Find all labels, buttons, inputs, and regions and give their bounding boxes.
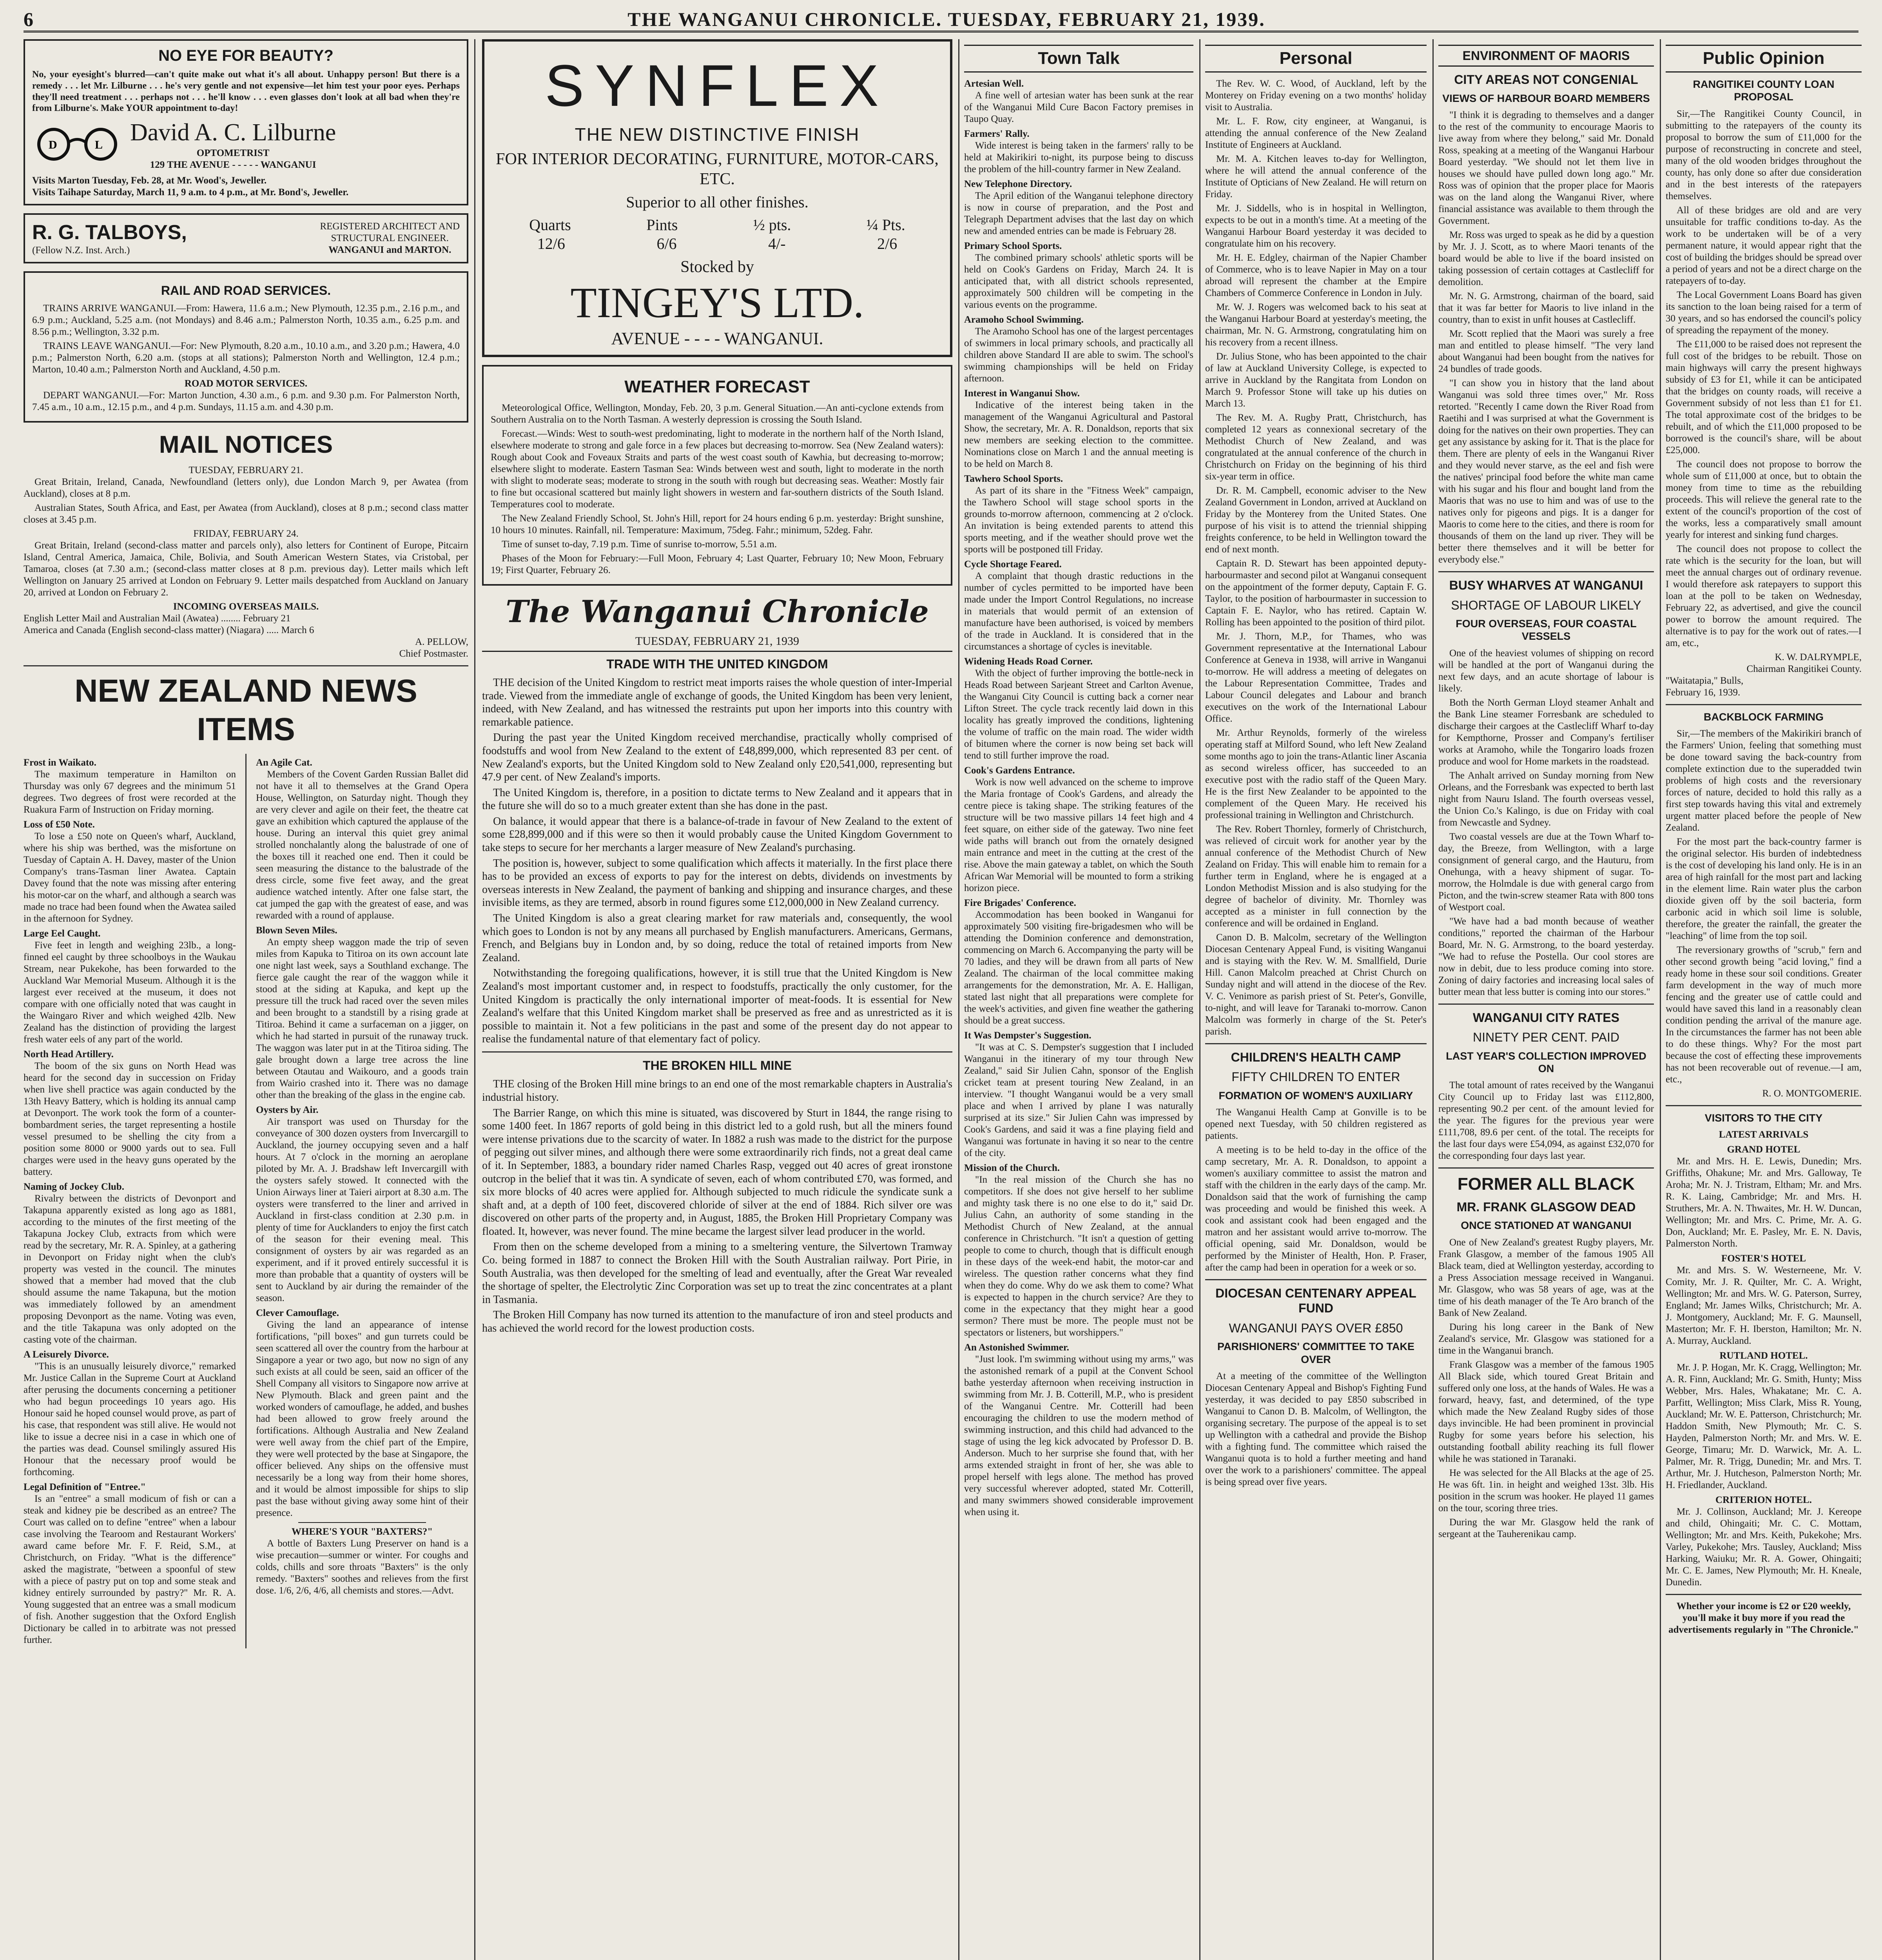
incoming-mail-line: English Letter Mail and Australian Mail (Awatea) ........ February 21 xyxy=(24,613,291,624)
visit-taihape: Visits Taihape Saturday, March 11, 9 a.m. to 4 p.m., at Mr. Bond's, Jeweller. xyxy=(32,187,349,198)
town-talk-item: Cycle Shortage Feared. A complaint that though drastic reductions in the number of cycles permitted to be imported have been made under the Import Control Regulations, no increase in materials that would permit of an extension of manufacture have been authorised, is voiced by members of the trade in Auckland. It is considered that in the circumstances a shortage of cycles is inevitable. xyxy=(964,559,1193,652)
loan-heading: RANGITIKEI COUNTY LOAN PROPOSAL xyxy=(1693,78,1835,103)
personal-item: Dr. R. M. Campbell, economic adviser to the New Zealand Government in London, arrived at Auckland on Friday by the Monterey from the United States. One purpose of his visit is to attend the triennial shipping freights conference, to be held in Wellington toward the end of next month. xyxy=(1205,485,1427,555)
incoming-mail-line: America and Canada (English second-class matter) (Niagara) ..... March 6 xyxy=(24,624,314,635)
town-talk-heading: Town Talk xyxy=(964,45,1193,73)
rail-heading: RAIL AND ROAD SERVICES. xyxy=(161,283,331,298)
farming-signer: R. O. MONTGOMERIE. xyxy=(1762,1088,1862,1099)
news-item: Legal Definition of "Entree." Is an "entree" a small modicum of fish or can a steak and kidney pie be described as an entree? The Court was called on to define "entree" when a labour case involving the Tearoom and Restaurant Workers' award came before Mr. F. F. Reid, S.M., at Christchurch, on Friday. "What is the difference" asked the magistrate, "between a spoonful of stew with a piece of pastry put on top and some steak and kidney entirely surrounded by pastry?" Mr. R. A. Young suggested that an entree was a small modicum of fish. Another suggestion that the Oxford English Dictionary be called in to arbitrate was not pressed further. xyxy=(24,1481,236,1645)
news-item: Clever Camouflage. Giving the land an appearance of intense fortifications, "pill boxes" and gun turrets could be seen scattered all over the country from the harbour at Singapore a year or two ago, but now no sign of any such exists at all could be seen, said an officer of the Shell Company all visitors to Singapore now arrive at New Plymouth. Black and green paint and the worked wonders of camouflage, he added, and bushes had been allowed to grow freely around the fortifications. Although Australia and New Zealand were well away from the chief part of the Empire, they were well protected by the base at Singapore, the officer believed. Any ships on the offensive must necessarily be a long way from their home shores, and it would be almost impossible for ships to slip past the base without giving away some hint of their presence. xyxy=(256,1307,468,1518)
maoris-subheading: CITY AREAS NOT CONGENIAL xyxy=(1454,73,1638,87)
personal-item: Mr. H. E. Edgley, chairman of the Napier Chamber of Commerce, who is to leave Napier in May on a tour abroad will represent the chamber at the Empire Chambers of Commerce Conference in London in July. xyxy=(1205,252,1427,298)
news-item: Blown Seven Miles. An empty sheep waggon made the trip of seven miles from Kapuka to Titiroa on its own account late one night last week, says a Southland exchange. The fierce gale caught the rear of the waggon while it stood at the siding at Kapuka, and kept up the pressure till the truck had raced over the seven miles and been brought to a standstill by a rising grade at Titiroa. Behind it came a surfaceman on a jigger, on which he had started in pursuit of the runaway truck. The waggon was later put in at the Titiroa siding. The gale brought down a large tree across the line between Otautau and Waikouro, and a goods train from Wairio crashed into it. There was no damage other than the breaking of the glass in the engine cab. xyxy=(256,925,468,1100)
town-talk-item: Primary School Sports. The combined primary schools' athletic sports will be held on Cook's Gardens on Friday, March 24. It is anticipated that, with all district schools represented, approximately 500 children will be competing in the various events on the programme. xyxy=(964,240,1193,310)
incoming-heading: INCOMING OVERSEAS MAILS. xyxy=(173,601,319,612)
synflex-superior: Superior to all other finishes. xyxy=(626,193,809,211)
column-4 xyxy=(1205,39,1427,1960)
spectacles-icon xyxy=(32,127,122,162)
diocesan-deck: PARISHIONERS' COMMITTEE TO TAKE OVER xyxy=(1217,1341,1414,1365)
trade-editorial: THE decision of the United Kingdom to restrict meat imports raises the whole question of inter-Imperial trade. Viewed from the immediate angle of exchange of goods, the United Kingdom has been very lenient, indeed, with New Zealand, and has witnessed the restraints put upon her imports into this country with remarkable patience. During the past year the United Kingdom received merchandise, practically wholly comprised of foodstuffs and wool from New Zealand to the extent of £48,899,000, which represented 83 per cent. of New Zealand's exports, but the United Kingdom sold to New Zealand only £20,541,000, representing but 47.9 per cent. of New Zealand's imports. The United Kingdom is, therefore, in a position to dictate terms to New Zealand and it appears that in the future she will do so to a much greater extent than she has done in the past. On balance, it would appear that there is a balance-of-trade in favour of New Zealand to the extent of some £28,899,000 and if this were so then it would probably cause the United Kingdom Government to take steps to secure for her merchants a larger measure of New Zealand's purchasing. The position is, however, subject to some qualification which affects it materially. In the first place there has to be provided an excess of exports to pay for the interest on debts, dividends on investments by overseas interests in New Zealand, the payment of banking and shipping and insurance charges, and these invisible items, as they are termed, absorb in round figures some £12,000,000 in New Zealand currency. The United Kingdom is also a great clearing market for raw materials and, consequently, the wool which goes to London is not by any means all purchased by English manufacturers. Americans, Germans, French, and Belgians buy in London and, by so doing, reduce the total of retained imports from New Zealand. Notwithstanding the foregoing qualifications, however, it is still true that the United Kingdom is New Zealand's most important customer and, in respect to foodstuffs, practically the only customer, for the United Kingdom is practically the only international importer of meat-foods. It is essential for New Zealand's welfare that this United Kingdom market shall be preserved as free and as unrestricted as it is possible to maintain it. Not a few politicians in the past and some of the present day do not appear to realise the fundamental nature of that elementary fact of policy. xyxy=(482,676,952,1045)
diocesan-paragraph: At a meeting of the committee of the Wellington Diocesan Centenary Appeal and Bishop's Fighting Fund yesterday, it was decided to pay £850 subscribed in Wanganui to Canon D. B. Malcolm, of Wellington, the organising secretary. The purpose of the appeal is to set up Wellington with a cathedral and provide the Bishop with a fighting fund. The committee which raised the Wanganui quota is to hold a further meeting and hand over the work to a parishioners' committee. The appeal is being spread over five years. xyxy=(1205,1370,1427,1487)
diocesan-heading: DIOCESAN CENTENARY APPEAL FUND xyxy=(1215,1286,1416,1316)
rail-services-box xyxy=(24,271,468,423)
size-row: Quarts Pints ½ pts. ¼ Pts. xyxy=(529,216,905,234)
nz-news-left xyxy=(24,754,236,1648)
loan-signer-place: "Waitatapia," Bulls, xyxy=(1666,675,1744,686)
mail-heading: MAIL NOTICES xyxy=(159,431,333,459)
road-heading: ROAD MOTOR SERVICES. xyxy=(184,378,308,389)
broken-hill-heading: THE BROKEN HILL MINE xyxy=(643,1058,792,1073)
news-item: North Head Artillery. The boom of the six guns on North Head was heard for the second day in succession on Friday when live shell practice was again conducted by the 13th Heavy Battery, which is holding its annual camp at Devonport. The work took the form of a counter-bombardment series, the target representing a hostile vessel presumed to be shelling the city from a position some 8000 or 9000 yards out to sea. Full charges were used in the heavy guns operated by the battery. xyxy=(24,1049,236,1177)
trains-arrive: TRAINS ARRIVE WANGANUI.—From: Hawera, 11.6 a.m.; New Plymouth, 12.35 p.m., 2.16 p.m., and 6.9 p.m.; Auckland, 5.25 a.m. (not Mondays) and 8.46 a.m.; Palmerston North, 10.35 a.m., 6.25 p.m. and 8.56 p.m.; Wellington, 3.32 p.m. xyxy=(32,303,460,338)
town-talk-item: Aramoho School Swimming. The Aramoho School has one of the largest percentages of swimmers in local primary schools, and practically all children above Standard II are able to swim. The school's swimming championships will be held on Friday afternoon. xyxy=(964,314,1193,384)
news-item: Naming of Jockey Club. Rivalry between the districts of Devonport and Takapuna apparently existed as long ago as 1881, according to the minutes of the first meeting of the Takapuna Jockey Club, extracts from which were read by the secretary, Mr. R. A. Spinley, at a gathering in Devonport on Friday night when the club's property was vested in the council. The minutes showed that a member had moved that the club should assume the name Takapuna, but the motion was immediately followed by an amendment proposing Devonport as the name. Voting was even, and the title Takapuna was only adopted on the casting vote of the chairman. xyxy=(24,1181,236,1345)
lilburne-advert xyxy=(24,39,468,205)
town-talk-item: New Telephone Directory. The April edition of the Wanganui telephone directory is now in course of preparation, and the Post and Telegraph Department advises that the last day on which new and amended entries can be made is February 28. xyxy=(964,178,1193,236)
town-talk-item: An Astonished Swimmer. "Just look. I'm swimming without using my arms," was the astonished remark of a pupil at the Convent School bathe yesterday afternoon when receiving instruction in swimming from Mr. J. B. Cotterill, M.P., who is president of the Wanganui Centre. Mr. Cotterill had been encouraging the children to use the modern method of swimming instruction, and this child had advanced to the stage of using the leg kick advocated by Professor D. B. Anderson. Much to her surprise she found that, with her arms extended straight in front of her, she was able to propel herself with legs alone. The method has proved very successful wherever adopted, stated Mr. Cotterill, and many swimmers showed considerable improvement when using it. xyxy=(964,1342,1193,1517)
nz-news-heading: NEW ZEALAND NEWS ITEMS xyxy=(74,673,417,748)
column-rule xyxy=(1432,39,1434,1960)
store-address: AVENUE - - - - WANGANUI. xyxy=(611,329,823,348)
hotel-section: RUTLAND HOTEL. Mr. J. P. Hogan, Mr. K. Cragg, Wellington; Mr. A. R. Finn, Auckland; Mr. G. Smith, Hunty; Miss Webber, Mrs. Hales, Whakatane; Mr. C. A. Parfitt, Wellington; Miss Clark, Miss R. Young, Auckland; Mr. W. E. Patterson, Christchurch; Mr. Haddon Smith, New Plymouth; Mr. C. S. Hayden, Palmerston North; Mr. and Mrs. W. E. George, Timaru; Mr. D. Warwick, Mr. A. L. Palmer, Mr. R. Trigg, Dunedin; Mr. and Mrs. T. Arthur, Mr. J. Hutcheson, Palmerston North; Mr. H. Friedlander, Auckland. xyxy=(1666,1350,1862,1491)
column-3 xyxy=(964,39,1193,1960)
weather-paragraph: Time of sunset to-day, 7.19 p.m. Time of sunrise to-morrow, 5.51 a.m. xyxy=(502,539,777,550)
chronicle-footer-note: Whether your income is £2 or £20 weekly, you'll make it buy more if you read the advertisements regularly in "The Chronicle." xyxy=(1668,1601,1859,1635)
diocesan-subheading: WANGANUI PAYS OVER £850 xyxy=(1229,1321,1403,1335)
visitors-heading: VISITORS TO THE CITY xyxy=(1704,1112,1823,1124)
personal-item: Canon D. B. Malcolm, secretary of the Wellington Diocesan Centenary Appeal Fund, is visiting Wanganui and is staying with the Rev. W. M. Smallfield, Durie Hill. Canon Malcolm preached at Christ Church on Sunday night and will attend in the diocese of the Rev. V. C. Venimore as parish priest of St. Peter's, Gonville, to-night, and will leave for Taranaki to-morrow. Canon Malcolm was formerly in charge of the St. Peter's parish. xyxy=(1205,932,1427,1037)
maoris-deck: VIEWS OF HARBOUR BOARD MEMBERS xyxy=(1442,92,1650,104)
town-talk-item: Tawhero School Sports. As part of its share in the "Fitness Week" campaign, the Tawhero School will stage school sports in the grounds to-morrow afternoon, commencing at 2 o'clock. An invitation is being extended parents to attend this sports meeting, and if the weather should prove wet the sports will be postponed till Friday. xyxy=(964,473,1193,555)
postmaster-title: Chief Postmaster. xyxy=(399,648,468,659)
town-talk-item: Farmers' Rally. Wide interest is being taken in the farmers' rally to be held at Makirikiri to-night, its purpose being to discuss the problem of the hill-country farmer in New Zealand. xyxy=(964,128,1193,174)
news-item: Frost in Waikato. The maximum temperature in Hamilton on Thursday was only 67 degrees and the minimum 51 degrees. Two degrees of frost were recorded at the Ruakura Farm of Instruction on Friday morning. xyxy=(24,757,236,815)
trains-leave: TRAINS LEAVE WANGANUI.—For: New Plymouth, 8.20 a.m., 10.10 a.m., and 3.20 p.m.; Hawera, 4.0 p.m.; Palmerston North, 6.20 a.m. (stops at all stations); Palmerston North and Wellington, 12.4 p.m.; Marton, 10.40 a.m.; Palmerston North and Auckland, 4.50 p.m. xyxy=(32,341,460,375)
personal-item: Dr. Julius Stone, who has been appointed to the chair of law at Auckland University College, is expected to arrive in Auckland by the Rangitata from London on March 9. Professor Stone will take up his duties on March 13. xyxy=(1205,351,1427,409)
personal-item: The Rev. Robert Thornley, formerly of Christchurch, was relieved of circuit work for another year by the annual conference of the Methodist Church of New Zealand on Friday. This will enable him to remain for a further term in England, where he is engaged at a London Methodist Mission and is also studying for the degree of bachelor of divinity. Mr. Thornley was accepted as a minister in full connection by the conference and will be ordained in England. xyxy=(1205,824,1427,929)
nz-news-right xyxy=(256,754,468,1648)
rates-subheading: NINETY PER CENT. PAID xyxy=(1473,1030,1619,1045)
mail-paragraph: Great Britain, Ireland, Canada, Newfoundland (letters only), due London March 9, per Awatea (from Auckland), closes at 8 p.m. xyxy=(24,476,468,499)
town-talk-item: Fire Brigades' Conference. Accommodation has been booked in Wanganui for approximately 500 visiting fire-brigadesmen who will be attending the Dominion conference and demonstration, commencing on March 6. Accompanying the party will be 70 ladies, and they will be drawn from all parts of New Zealand. The chairman of the local committee making arrangements for the demonstration, Mr. A. E. Halligan, stated last night that all preparations were complete for the week's activities, and given fine weather the gathering should be a great success. xyxy=(964,897,1193,1026)
column-6: Public Opinion RANGITIKEI COUNTY LOAN PROPOSAL Sir,—The Rangitikei County Council, in submitting to the ratepayers of the county its proposal to borrow the sum of £11,000 for the purpose of reconstructing in concrete and steel, many of the old wooden bridges throughout the county, has only done so after due consideration and in the best interests of the ratepayers themselves. All of these bridges are old and are very unsuitable for traffic conditions to-day. As the work to be undertaken will be of a very permanent nature, it would appear right that the cost of building the bridges should be spread over a period of years and not be a direct charge on the ratepayers of to-day. The Local Government Loans Board has given its sanction to the loan being raised for a term of 30 years, and so has endorsed the council's policy of spreading the repayment of the money. The £11,000 to be raised does not represent the full cost of the bridges to be rebuilt. Those on main highways will carry the present highways subsidy of £3 for £1, while it can be anticipated that the bridges on county roads, will receive a Government subsidy of not less than £1 for £1. The total approximate cost of the bridges to be rebuilt, and of which the £11,000 proposed to be borrowed is the council's share, will be about £25,000. The council does not propose to borrow the whole sum of £11,000 at once, but to obtain the money from time to time as the rebuilding proceeds. This will relieve the general rate to the extent of the council's proportion of the cost of the works, less a comparatively small amount yearly for interest and sinking fund charges. The council does not propose to collect the rate which is the security for the loan, but will meet the annual charges out of ordinary revenue. I would therefore ask ratepayers to support this loan at the poll to be taken on Wednesday, February 22, as advertised, and give the council power to borrow the amount required. The alternative is to pay for the work out of rates.—I am, etc., K. W. DALRYMPLE, Chairman Rangitikei County. "Waitatapia," Bulls, February 16, 1939. BACKBLOCK FARMING Sir,—The members of the Makirikiri branch of the Farmers' Union, feeling that something must be done toward saving the back-country from complete extinction due to the superadded twin problems of high costs and the reversionary forces of nature, decided to hold this rally as a first step towards having this vital and extremely urgent matter placed before the people of New Zealand. For the most part the back-country farmer is the original selector. His burden of indebtedness is the cost of developing his land only. He is in an area of high rainfall for the most part and lacking in the element lime. Rain water plus the carbon dioxide given off by the soil bacteria, form carbonic acid in which soil lime is soluble, therefore, the greater the rainfall, the greater the "leaching" of lime from the top soil. The reversionary growths of "scrub," fern and other second growth being "acid loving," find a ready home in these sour soil conditions. Greater farm development in the way of much more fencing and the greater use of cattle could and would have saved this land in a reasonably clean condition pending the arrival of the manure age. In the circumstances the farmer has not been able to do these things. Why? For the most part because the cost of effecting these improvements has not been recoverable out of revenue.—I am, etc., R. O. MONTGOMERIE. VISITORS TO THE CITY LATEST ARRIVALS GRAND HOTEL Mr. and Mrs. H. E. Lewis, Dunedin; Mrs. Griffiths, Ohakune; Mr. and Mrs. Galloway, Te Aroha; Mr. N. J. Tristram, Eltham; Mr. and Mrs. R. K. Laing, Cambridge; Mr. and Mrs. H. Struthers, Mr. A. N. Thwaites, Mr. H. W. Duncan, Wellington; Mr. and Mrs. C. Prime, Mr. A. G. Don, Auckland; Mr. E. Pasley, Mr. E. N. Davis, Palmerston North. FOSTER'S HOTEL Mr. and Mrs. S. W. Westerneene, Mr. V. Comity, Mr. J. R. Quilter, Mr. C. A. Wright, Wellington; Mr. and Mrs. W. G. Paterson, Surrey, England; Mr. James Wilks, Christchurch; Mr. A. J. Montgomery, Auckland; Mr. F. G. Maunsell, Masterton; Mr. F. H. Iberston, Hamilton; Mr. N. A. Murray, Auckland. RUTLAND HOTEL. Mr. J. P. Hogan, Mr. K. Cragg, Wellington; Mr. A. R. Finn, Auckland; Mr. G. Smith, Hunty; Miss Webber, Mrs. Hales, Whakatane; Mr. C. A. Parfitt, Wellington; Miss Clark, Miss R. Young, Auckland; Mr. W. E. Patterson, Christchurch; Mr. Haddon Smith, New Plymouth; Mr. C. S. Hayden, Palmerston North; Mr. and Mrs. W. E. George, Timaru; Mr. D. Warwick, Mr. A. L. Palmer, Mr. R. Trigg, Dunedin; Mr. and Mrs. T. Arthur, Mr. J. Hutcheson, Palmerston North; Mr. H. Friedlander, Auckland. CRITERION HOTEL. Mr. J. Collinson, Auckland; Mr. J. Kereope and child, Ohingaiti; Mr. C. C. Mottam, Wellington; Mr. and Mrs. Keith, Pukekohe; Mrs. Varley, Pukekohe; Mrs. Tausley, Auckland; Miss Harking, Waiuku; Mr. R. A. Gower, Ohingaiti; Mr. C. E. James, New Plymouth; Mr. H. Kneale, Dunedin. Whether your income is £2 or £20 weekly, you'll make it buy more if you read the advertisements regularly in "The Chronicle." xyxy=(1666,39,1862,1960)
architect-credentials: (Fellow N.Z. Inst. Arch.) xyxy=(32,245,130,256)
mail-paragraph: Great Britain, Ireland (second-class matter and parcels only), also letters for Continent of Europe, Pitcairn Island, Central America, Jamaica, Chile, Bolivia, and South American Western States, via Cristobal, per Tamaroa, closes (at 7.30 a.m.; (second-class matter closes at 8 p.m. previous day). Letter mails which left Wellington on January 25 arrived at London on February 9. Letter mails despatched from Auckland on January 20, arrived at London on February 2. xyxy=(24,540,468,598)
news-item: An Agile Cat. Members of the Covent Garden Russian Ballet did not have it all to themselves at the Grand Opera House, Wellington, on Saturday night. Though they are very clever and agile on their feet, the theatre cat gave an exhibition which captured the applause of the house. During an interval this quiet grey animal strolled nonchalantly along the balustrade of one of the boxes till it reached one end. Then it could be seen measuring the distance to the balustrade of the dress circle, some five feet away, and the great audience watched intently. After one false start, the cat jumped the gap with the greatest of ease, and was rewarded with a round of applause. xyxy=(256,757,468,921)
glasgow-deck: ONCE STATIONED AT WANGANUI xyxy=(1461,1220,1632,1232)
personal-heading: Personal xyxy=(1205,45,1427,73)
baxters-advert: WHERE'S YOUR "BAXTERS?" A bottle of Baxters Lung Preserver on hand is a wise precaution—summer or winter. For coughs and colds, chills and sore throats "Baxters" is the only remedy. "Baxters" soothes and relieves from the first dose. 1/6, 2/6, 4/6, all chemists and stores.—Advt. xyxy=(256,1526,468,1596)
mail-date-2: FRIDAY, FEBRUARY 24. xyxy=(193,528,299,539)
paper-title: THE WANGANUI CHRONICLE. TUESDAY, FEBRUARY 21, 1939. xyxy=(627,8,1266,30)
weather-heading: WEATHER FORECAST xyxy=(624,377,810,397)
svg-text:D: D xyxy=(49,138,57,152)
maoris-heading: ENVIRONMENT OF MAORIS xyxy=(1438,45,1654,67)
rates-heading: WANGANUI CITY RATES xyxy=(1473,1010,1619,1025)
loan-signer: K. W. DALRYMPLE, xyxy=(1775,652,1862,662)
news-item: Large Eel Caught. Five feet in length and weighing 23lb., a long-finned eel caught by three schoolboys in the Waukau Stream, near Pukekohe, has been forwarded to the Auckland War Memorial Museum. Although it is the largest ever received at the museum, it does not compare with one officially noted that was caught in the Waingaro River and which weighed 42lb. New Zealand has the distinction of providing the largest fresh water eels of any part of the world. xyxy=(24,928,236,1045)
page-number: 6 xyxy=(24,8,34,30)
personal-item: The Rev. W. C. Wood, of Auckland, left by the Monterey on Friday evening on a two months' holiday visit to Australia. xyxy=(1205,78,1427,113)
personal-item: Mr. J. Siddells, who is in hospital in Wellington, expects to be out in a month's time. At a meeting of the Wanganui Harbour Board yesterday it was decided to congratulate him on his recovery. xyxy=(1205,203,1427,249)
visitors-subheading: LATEST ARRIVALS xyxy=(1719,1129,1809,1140)
column-rule xyxy=(1660,39,1661,1960)
weather-paragraph: Meteorological Office, Wellington, Monday, Feb. 20, 3 p.m. General Situation.—An anti-cyclone extends from Southern Australia on to the North Tasman. A westerly depression is crossing the South Island. xyxy=(491,402,944,425)
personal-item: Mr. W. J. Rogers was welcomed back to his seat at the Wanganui Harbour Board at yesterday's meeting, the chairman, Mr. N. G. Armstrong, congratulating him on his recovery from a recent illness. xyxy=(1205,301,1427,348)
glasgow-subheading: MR. FRANK GLASGOW DEAD xyxy=(1456,1200,1636,1214)
advert-body: No, your eyesight's blurred—can't quite make out what it's all about. Unhappy person! But there is a remedy . . . let Mr. Lilburne . . . he's very gentle and not expensive—let him test your poor eyes. Perhaps they'll need treatment . . . perhaps not . . . he'll know . . . even glasses don't look at all bad when they're from Lilburne's. Make YOUR appointment to-day! xyxy=(32,69,460,114)
health-camp-deck: FORMATION OF WOMEN'S AUXILIARY xyxy=(1218,1089,1413,1102)
column-2 xyxy=(482,39,952,1960)
optometrist-title: OPTOMETRIST xyxy=(196,147,270,158)
personal-item: Mr. M. A. Kitchen leaves to-day for Wellington, where he will attend the annual conference of the Institute of Opticians of New Zealand. He will return on Friday. xyxy=(1205,153,1427,200)
public-opinion-heading: Public Opinion xyxy=(1666,45,1862,73)
editorial-date: TUESDAY, FEBRUARY 21, 1939 xyxy=(482,634,952,652)
health-camp-paragraph: A meeting is to be held to-day in the office of the camp secretary, Mr. A. R. Donaldson, to appoint a women's auxiliary committee to assist the matron and staff with the children in the early days of the camp. Mr. Donaldson said that the work of furnishing the camp was proceeding and would be finished this week. A cook and assistant cook had been engaged and the matron and her assistant would arrive to-morrow. The official opening, said Mr. Donaldson, would be performed by the Minister of Health, Hon. P. Fraser, after the camp had been in operation for a week or so. xyxy=(1205,1144,1427,1273)
synflex-advert xyxy=(482,39,952,357)
talboys-advert xyxy=(24,213,468,263)
personal-item: Mr. Arthur Reynolds, formerly of the wireless operating staff at Milford Sound, who left New Zealand some months ago to join the trans-Atlantic liner Ascania as second wireless officer, has succeeded to an executive post with the radio staff of the Queen Mary. He is the first New Zealander to be appointed to the complement of the Queen Mary. He received his professional training in Wellington and Christchurch. xyxy=(1205,727,1427,820)
column-rule xyxy=(1199,39,1200,1960)
health-camp-paragraph: The Wanganui Health Camp at Gonville is to be opened next Tuesday, with 50 children registered as patients. xyxy=(1205,1107,1427,1141)
glasgow-heading: FORMER ALL BLACK xyxy=(1457,1174,1635,1194)
weather-paragraph: Forecast.—Winds: West to south-west predominating, light to moderate in the northern half of the North Island, elsewhere moderate to strong and gale force in a few places but decreasing to-morrow. Sea (New Zealand waters): Rough about Cook and Foveaux Straits and parts of the west coast south of Kawhia, but decreasing to-morrow; elsewhere slight to moderate. Eastern Tasman Sea: Winds between west and south, light to moderate in the north with slight to moderate seas; moderate to strong in the south with rough but decreasing seas. Weather: Mostly fair to fine but occasional scattered but mainly light showers in western and far-southern districts of the South Island. Temperatures cool to moderate. xyxy=(491,428,944,510)
hotel-section: CRITERION HOTEL. Mr. J. Collinson, Auckland; Mr. J. Kereope and child, Ohingaiti; Mr. C. C. Mottam, Wellington; Mr. and Mrs. Keith, Pukekohe; Mrs. Varley, Pukekohe; Mrs. Tausley, Auckland; Miss Harking, Waiuku; Mr. R. A. Gower, Ohingaiti; Mr. C. E. James, New Plymouth; Mr. H. Kneale, Dunedin. xyxy=(1666,1495,1862,1588)
personal-item: Mr. J. Thorn, M.P., for Thames, who was Government representative at the International Labour Conference at Geneva in 1938, will arrive in Wanganui to-morrow. He will address a meeting of delegates on the Labour Representation Committee, Trades and Labour Council delegates and Labour and branch executives on the work of the International Labour Office. xyxy=(1205,631,1427,724)
synflex-uses: FOR INTERIOR DECORATING, FURNITURE, MOTOR-CARS, ETC. xyxy=(496,150,939,188)
personal-item: Captain R. D. Stewart has been appointed deputy-harbourmaster and second pilot at Wanganui consequent on the appointment of the former deputy, Captain F. G. Taylor, to the position of harbourmaster in succession to Captain F. E. Naylor, who has retired. Captain W. Rolling has been appointed to the position of third pilot. xyxy=(1205,558,1427,628)
price-row: 12/6 6/6 4/- 2/6 xyxy=(537,234,897,252)
town-talk-item: Artesian Well. A fine well of artesian water has been sunk at the rear of the Wanganui Mild Cure Bacon Factory premises in Taupo Quay. xyxy=(964,78,1193,124)
postmaster-name: A. PELLOW, xyxy=(415,636,468,647)
engineer-role: STRUCTURAL ENGINEER. xyxy=(331,232,449,243)
news-item: A Leisurely Divorce. "This is an unusually leisurely divorce," remarked Mr. Justice Callan in the Supreme Court at Auckland after perusing the documents concerning a petitioner who had begun proceedings 10 years ago. His Honour said he hoped counsel would prove, as part of his case, that respondent was still alive. He would not like to issue a decree nisi in a case in which one of the parties was dead. Counsel smilingly assured His Honour that the necessary proof would be forthcoming. xyxy=(24,1349,236,1477)
nz-news-columns xyxy=(24,754,468,1648)
advert-headline: NO EYE FOR BEAUTY? xyxy=(158,47,334,64)
trade-heading: TRADE WITH THE UNITED KINGDOM xyxy=(606,657,828,671)
architect-role: REGISTERED ARCHITECT AND xyxy=(320,221,460,232)
news-item: Oysters by Air. Air transport was used on Thursday for the conveyance of 300 dozen oysters from Invercargill to Auckland, the journey occupying seven and a half hours. At 7 o'clock in the morning an aeroplane piloted by Mr. A. J. Bradshaw left Invercargill with the oysters safely stowed. It connected with the Union Airways liner at Taieri airport at 8.30 a.m. The oysters were transferred to the liner and arrived in Auckland in first-class condition at 2.30 p.m. in plenty of time for Aucklanders to enjoy the first catch of the season for their evening meal. This consignment of oysters by air was regarded as an experiment, and if it proved entirely successful it is more than probable that a quantity of oysters will be sent to Auckland by air during the remainder of the season. xyxy=(256,1104,468,1303)
hotel-section: FOSTER'S HOTEL Mr. and Mrs. S. W. Westerneene, Mr. V. Comity, Mr. J. R. Quilter, Mr. C. A. Wright, Wellington; Mr. and Mrs. W. G. Paterson, Surrey, England; Mr. James Wilks, Christchurch; Mr. A. J. Montgomery, Auckland; Mr. F. G. Maunsell, Masterton; Mr. F. H. Iberston, Hamilton; Mr. N. A. Murray, Auckland. xyxy=(1666,1253,1862,1347)
loan-signer-title: Chairman Rangitikei County. xyxy=(1746,663,1862,674)
svg-text:L: L xyxy=(95,138,103,152)
news-item: Loss of £50 Note. To lose a £50 note on Queen's wharf, Auckland, where his ship was berthed, was the misfortune on Tuesday of Captain A. H. Davey, master of the Union Company's trans-Tasman liner Awatea. Captain Davey found that the note was missing after entering his motor-car on the wharf, and although a search was made no trace had been found when the Awatea sailed in the afternoon for Sydney. xyxy=(24,819,236,924)
hotel-section: GRAND HOTEL Mr. and Mrs. H. E. Lewis, Dunedin; Mrs. Griffiths, Ohakune; Mr. and Mrs. Galloway, Te Aroha; Mr. N. J. Tristram, Eltham; Mr. and Mrs. R. K. Laing, Cambridge; Mr. and Mrs. H. Struthers, Mr. A. N. Thwaites, Mr. H. W. Duncan, Wellington; Mr. and Mrs. C. Prime, Mr. A. G. Don, Auckland; Mr. E. Pasley, Mr. E. N. Davis, Palmerston North. xyxy=(1666,1144,1862,1249)
health-camp-heading: CHILDREN'S HEALTH CAMP xyxy=(1231,1050,1401,1064)
town-talk-item: Mission of the Church. "In the real mission of the Church she has no competitors. If she does not give herself to her sublime and mighty task there is no one else to do it," said Dr. Julius Cahn, an authority of some standing in the Methodist Church of New Zealand, at the annual conference in Christchurch. "It isn't a question of getting people to come to church, though that is difficult enough in these days of the week-end habit, the motor-car and wireless. The question rather concerns what they find when they do come. Why do we ask them to come? What is expected to happen in the church service? Are they to come in the expectancy that they might hear a good sermon? There must be more. The people must not be spectators or listeners, but worshippers." xyxy=(964,1162,1193,1338)
health-camp-subheading: FIFTY CHILDREN TO ENTER xyxy=(1231,1070,1400,1084)
rates-deck: LAST YEAR'S COLLECTION IMPROVED ON xyxy=(1446,1050,1646,1074)
optometrist-address: 129 THE AVENUE - - - - - WANGANUI xyxy=(150,159,316,170)
farming-heading: BACKBLOCK FARMING xyxy=(1704,711,1824,723)
wharves-deck: FOUR OVERSEAS, FOUR COASTAL VESSELS xyxy=(1456,617,1637,642)
town-talk-item: Cook's Gardens Entrance. Work is now well advanced on the scheme to improve the Maria frontage of Cook's Gardens, and already the centre piece is taking shape. The striking features of the structure will be two massive pillars 14 feet high and 4 feet square, on either side of the gateway. Two nine feet wide paths will branch out from the ornately designed main entrance and meet in the cutting at the crest of the rise. Above the main gateway a tablet, on which the South African War Memorial will be mounted to form a striking horizon piece. xyxy=(964,765,1193,893)
personal-item: The Rev. M. A. Rugby Pratt, Christchurch, has completed 12 years as connexional secretary of the Methodist Church of New Zealand, and was congratulated at the annual conference of the church in Christchurch on Friday on the beginning of his third six-year term in office. xyxy=(1205,412,1427,482)
visit-marton: Visits Marton Tuesday, Feb. 28, at Mr. Wood's, Jeweller. xyxy=(32,175,267,186)
town-talk-item: Interest in Wanganui Show. Indicative of the interest being taken in the management of the Wanganui Agricultural and Pastoral Show, the secretary, Mr. A. R. Donaldson, reports that six new members are seeking election to the committee. Nominations close on March 1 and the annual meeting is to be held on March 8. xyxy=(964,388,1193,469)
optometrist-name: David A. C. Lilburne xyxy=(130,119,336,146)
wharves-heading: BUSY WHARVES AT WANGANUI xyxy=(1449,578,1643,593)
loan-signer-date: February 16, 1939. xyxy=(1666,687,1741,698)
broken-hill-editorial: THE closing of the Broken Hill mine brings to an end one of the most remarkable chapters in Australia's industrial history. The Barrier Range, on which this mine is situated, was discovered by Sturt in 1844, the range rising to some 1400 feet. In 1867 reports of gold being in this district led to a gold rush, but all the miners found were intense privations due to the scarcity of water. In 1882 a rush was made to the district for the purpose of pegging out silver mines, and although there were some extraordinarily rich finds, not a great deal came of it. In September, 1883, a boundary rider named Charles Rasp, vegged out 40 acres of great ironstone outcrop in the belief that it was tin. A syndicate of seven, each of whom contributed £70, was formed, and six more blocks of 40 acres were applied for. Although subjected to much ridicule the syndicate sunk a shaft and, at a depth of 100 feet, discovered chloride of silver at the end of 1884. Rich silver ore was discovered on other parts of the property and, in August, 1885, the Broken Hill Proprietary Company was floated. It, however, was never found. The mine became the largest silver lead producer in the world. From then on the scheme developed from a mining to a smeltering venture, the Silvertown Tramway Co. being formed in 1887 to connect the Broken Hill with the South Australian railway. Port Pirie, in South Australia, was then developed for the smelting of lead and eventually, after the Great War revealed the shortage of spelter, the Electrolytic Zinc Corporation was set up to treat the zinc concentrates at a plant in Tasmania. The Broken Hill Company has now turned its attention to the manufacture of iron and steel products and has achieved the world record for the lowest production costs. xyxy=(482,1078,952,1335)
chronicle-nameplate: The Wanganui Chronicle xyxy=(506,593,929,630)
column-rule xyxy=(958,39,959,1960)
mail-paragraph: Australian States, South Africa, and East, per Awatea (from Auckland), closes at 8 p.m.; second class matter closes at 3.45 p.m. xyxy=(24,502,468,525)
weather-paragraph: The New Zealand Friendly School, St. John's Hill, report for 24 hours ending 6 p.m. yesterday: Bright sunshine, 10 hours 10 minutes. Rainfall, nil. Temperature: Maximum, 75deg. Fahr.; minimum, 52deg. Fahr. xyxy=(491,513,944,535)
column-rule xyxy=(474,39,475,1960)
wharves-subheading: SHORTAGE OF LABOUR LIKELY xyxy=(1451,598,1641,612)
glasses-logo xyxy=(32,118,460,171)
architect-name: R. G. TALBOYS, xyxy=(32,221,187,244)
synflex-brand: SYNFLEX xyxy=(545,53,890,118)
column-5: ENVIRONMENT OF MAORIS CITY AREAS NOT CONGENIAL VIEWS OF HARBOUR BOARD MEMBERS "I think it is degrading to themselves and a danger to the rest of the community to encourage Maoris to live away from where they belong," said Mr. Donald Ross, speaking at a meeting of the Wanganui Harbour Board yesterday. "We should not let them live in houses we should have pulled down long ago." Mr. Ross was of opinion that the proper place for Maoris was on the land along the Wanganui River, where financial assistance was available to them through the Government. Mr. Ross was urged to speak as he did by a question by Mr. J. J. Scott, as to where Maori tenants of the board would be able to live if the board insisted on taking possession of certain cottages at Castlecliff for demolition. Mr. N. G. Armstrong, chairman of the board, said that it was far better for Maoris to live inland in the country, than to exist in unfit houses at Castlecliff. Mr. Scott replied that the Maori was surely a free man and entitled to please himself. "The very land about Wanganui had been bought from the natives for 24 bundles of trade goods. "I can show you in history that the land about Wanganui was sold three times over," Mr. Ross retorted. "Recently I came down the River Road from Raetihi and I was surprised at what the Government is doing for the natives on their own properties. They can get any assistance by asking for it. That is the place for them. There are plenty of eels in the Wanganui River and they would never starve, as the eel and fish were the natives' principal food before the white man came with his sugar and his flour and bought land from the Maoris that was no use to him and was of use to the natives only for pigeons and pigs. It is a danger for Maoris to come here to the cities, and there is room for thousands of them on the land up river. They will be better there themselves and it will be better for everybody else." BUSY WHARVES AT WANGANUI SHORTAGE OF LABOUR LIKELY FOUR OVERSEAS, FOUR COASTAL VESSELS One of the heaviest volumes of shipping on record will be handled at the port of Wanganui during the next few days, and an acute shortage of labour is likely. Both the North German Lloyd steamer Anhalt and the Bank Line steamer Forresbank are scheduled to discharge their cargoes at the Castlecliff Wharf to-day for Kempthorne, Prosser and Company's fertiliser works at Aramoho, while the Tongariro loads frozen produce and wool for Home markets in the roadstead. The Anhalt arrived on Sunday morning from New Orleans, and the Forresbank was expected to berth last night from Nauru Island. The fourth overseas vessel, the Union Co.'s Kalingo, is due on Friday with coal from Newcastle and Sydney. Two coastal vessels are due at the Town Wharf to-day, the Breeze, from Wellington, with a large consignment of general cargo, and the Hauturu, from Onehunga, with a heavy shipment of sugar. To-morrow, the Holmdale is due with general cargo from Picton, and the twin-screw steamer Rata with 800 tons of Westport coal. "We have had a bad month because of weather conditions," reported the chairman of the Harbour Board, Mr. N. G. Armstrong, to the board yesterday. "We had to refuse the Postella. Our cool stores are now in debit, due to less produce coming into store. Zoning of dairy factories and increasing local sales of butter mean that less butter is coming into our stores." WANGANUI CITY RATES NINETY PER CENT. PAID LAST YEAR'S COLLECTION IMPROVED ON The total amount of rates received by the Wanganui City Council up to Friday last was £112,800, representing 90.2 per cent. of the amount levied for the year. The figures for the previous year were £111,708, 89.6 per cent. of the total. The receipts for the last four days were £54,094, as against £32,070 for the corresponding four days last year. FORMER ALL BLACK MR. FRANK GLASGOW DEAD ONCE STATIONED AT WANGANUI One of New Zealand's greatest Rugby players, Mr. Frank Glasgow, a member of the famous 1905 All Black team, died at Wellington yesterday, according to a Press Association message received in Wanganui. Mr. Glasgow, who was 58 years of age, was at the time of his death manager of the Te Aro branch of the Bank of New Zealand. During his long career in the Bank of New Zealand's service, Mr. Glasgow was stationed for a time in the Wanganui branch. Frank Glasgow was a member of the famous 1905 All Black side, which toured Great Britain and suffered only one loss, at the hands of Wales. He was a forward, heavy, fast, and determined, of the type which made the New Zealand Rugby sides of those days invincible. He had been prominent in provincial Rugby for some years before his selection, his outstanding football ability reaching its full flower while he was stationed in Taranaki. He was selected for the All Blacks at the age of 25. He was 6ft. 1in. in height and weighed 13st. 3lb. His position in the scrum was hooker. He played 11 games on the tour, scoring three tries. During the war Mr. Glasgow held the rank of sergeant at the Tauherenikau camp. xyxy=(1438,39,1654,1960)
architect-towns: WANGANUI and MARTON. xyxy=(328,244,451,255)
personal-item: Mr. L. F. Row, city engineer, at Wanganui, is attending the annual conference of the New Zealand Institute of Engineers at Auckland. xyxy=(1205,116,1427,150)
weather-paragraph: Phases of the Moon for February:—Full Moon, February 4; Last Quarter, February 10; New Moon, February 19; First Quarter, February 26. xyxy=(491,553,944,575)
weather-box xyxy=(482,365,952,586)
mail-date-1: TUESDAY, FEBRUARY 21. xyxy=(189,465,303,475)
masthead xyxy=(24,7,1858,33)
store-name: TINGEY'S LTD. xyxy=(570,279,864,327)
column-1 xyxy=(24,39,468,1960)
town-talk-item: Widening Heads Road Corner. With the object of further improving the bottle-neck in Heads Road between Sarjeant Street and Carlton Avenue, the Wanganui City Council is cutting back a corner near Lifton Street. The cycle track recently laid down in this locality has greatly improved the conditions, lightening the volume of traffic on the main road. The wider width of bitumen where the corner is now being set back will tend to still further improve the road. xyxy=(964,656,1193,761)
mail-notices xyxy=(24,430,468,659)
synflex-tagline: THE NEW DISTINCTIVE FINISH xyxy=(575,124,860,145)
road-services: DEPART WANGANUI.—For: Marton Junction, 4.30 a.m., 6 p.m. and 9.30 p.m. For Palmerston North, 7.45 a.m., 10 a.m., 12.15 p.m., and 4 p.m. Sundays, 11.15 a.m. and 4.30 p.m. xyxy=(32,390,460,413)
stocked-by: Stocked by xyxy=(680,258,754,276)
town-talk-item: It Was Dempster's Suggestion. "It was at C. S. Dempster's suggestion that I included Wanganui in the itinerary of my tour through New Zealand," said Sir Julien Cahn, sponsor of the English cricket team at present touring New Zealand, in an interview. "I thought Wanganui would be a very small place and when I arrived by plane I was naturally surprised at its size." Sir Julien Cahn was impressed by Cook's Gardens, and said it was a fine playing field and Wanganui was fortunate in having it so near to the centre of the city. xyxy=(964,1030,1193,1158)
